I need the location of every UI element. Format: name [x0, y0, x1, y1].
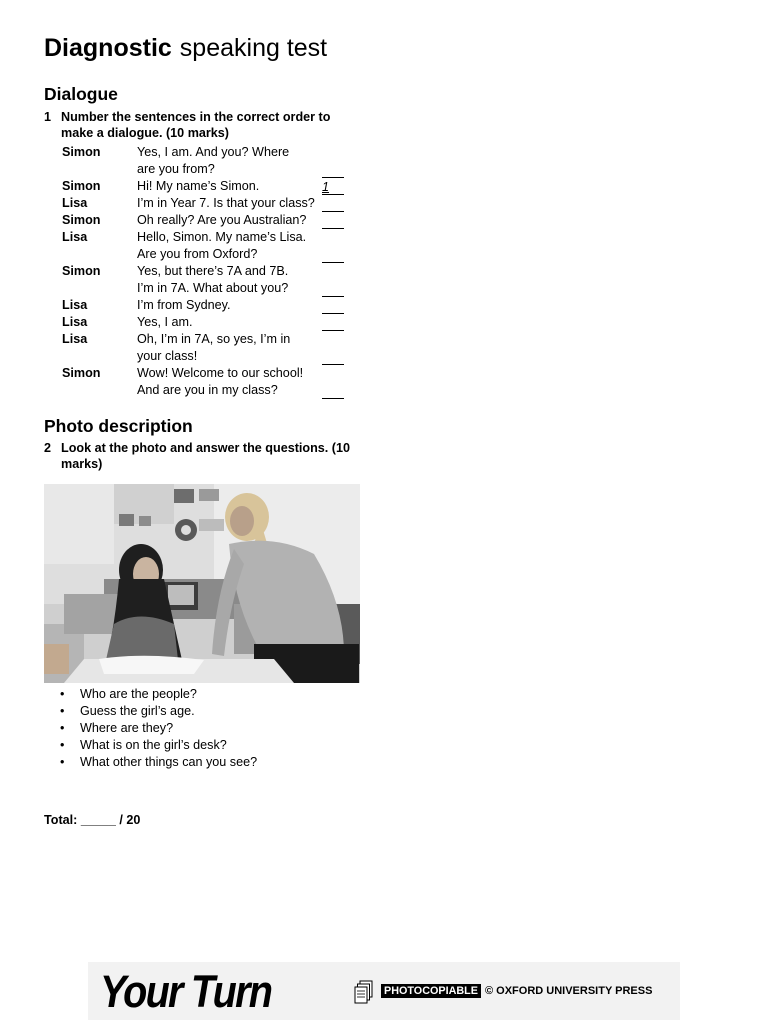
question-text: Guess the girl’s age. — [80, 704, 195, 718]
speaker-name: Simon — [62, 264, 101, 278]
dialogue-row — [62, 212, 352, 229]
dialogue-row — [62, 314, 352, 331]
question-text: What is on the girl’s desk? — [80, 738, 227, 752]
sentence-line: Hi! My name’s Simon. — [137, 179, 260, 193]
dialogue-row — [62, 263, 352, 297]
bullet-icon: • — [60, 755, 65, 769]
order-answer-blank[interactable] — [322, 196, 344, 212]
speaker-name: Lisa — [62, 332, 88, 346]
order-answer-blank[interactable] — [322, 349, 344, 365]
sentence-line: Oh really? Are you Australian? — [137, 213, 307, 227]
speaker-name: Simon — [62, 213, 101, 227]
dialogue-row — [62, 195, 352, 212]
sentence-line: Yes, but there’s 7A and 7B. — [137, 264, 289, 278]
dialogue-sentence — [137, 314, 323, 331]
bullet-icon: • — [60, 687, 65, 701]
question-number: 2 — [44, 441, 52, 455]
publisher-label: © OXFORD UNIVERSITY PRESS — [485, 985, 653, 997]
question-text: What other things can you see? — [80, 755, 258, 769]
sentence-line: your class! — [137, 349, 198, 363]
photo-description-heading: Photo description — [44, 416, 193, 436]
dialogue-sentence — [137, 263, 323, 297]
sentence-line: Yes, I am. — [137, 315, 193, 329]
order-answer-blank[interactable] — [322, 213, 344, 229]
dialogue-sentence — [137, 212, 323, 229]
dialogue-sentence — [137, 229, 323, 263]
page-title-bold: Diagnostic — [44, 34, 172, 62]
dialogue-sentence — [137, 195, 323, 212]
bullet-icon: • — [60, 704, 65, 718]
list-item — [60, 737, 257, 754]
list-item — [60, 686, 257, 703]
total-score: Total: _____ / 20 — [44, 813, 141, 827]
speaker-name: Lisa — [62, 230, 88, 244]
your-turn-logo: Your Turn — [100, 966, 272, 1017]
dialogue-sentence — [137, 144, 323, 178]
speaker-name: Lisa — [62, 196, 88, 210]
dialogue-sentence — [137, 365, 323, 399]
photocopy-icon — [354, 980, 374, 1004]
sentence-line: Wow! Welcome to our school! — [137, 366, 304, 380]
order-answer-blank[interactable] — [322, 298, 344, 314]
sentence-line: Are you from Oxford? — [137, 247, 258, 261]
page-title — [44, 34, 327, 63]
dialogue-sentence — [137, 178, 323, 195]
dialogue-sentence — [137, 297, 323, 314]
question-number: 1 — [44, 110, 52, 124]
dialogue-row — [62, 331, 352, 365]
sentence-line: are you from? — [137, 162, 215, 176]
speaker-name: Simon — [62, 179, 101, 193]
list-item — [60, 754, 257, 771]
order-answer-blank[interactable] — [322, 162, 344, 178]
question-text: Who are the people? — [80, 687, 197, 701]
classroom-photo-image — [44, 484, 360, 683]
dialogue-row — [62, 144, 352, 178]
footer — [88, 962, 680, 1020]
order-answer-value: 1 — [322, 180, 330, 194]
dialogue-row — [62, 178, 352, 195]
sentence-line: Hello, Simon. My name’s Lisa. — [137, 230, 307, 244]
dialogue-sentence — [137, 331, 323, 365]
list-item — [60, 703, 257, 720]
dialogue-list — [62, 144, 352, 399]
photocopiable-label: PHOTOCOPIABLE — [381, 984, 481, 998]
speaker-name: Simon — [62, 145, 101, 159]
order-answer-blank[interactable] — [322, 247, 344, 263]
question-list — [60, 686, 257, 771]
speaker-name: Simon — [62, 366, 101, 380]
dialogue-row — [62, 365, 352, 399]
sentence-line: And are you in my class? — [137, 383, 278, 397]
bullet-icon: • — [60, 738, 65, 752]
classroom-photo — [44, 484, 360, 683]
list-item — [60, 720, 257, 737]
sentence-line: I’m from Sydney. — [137, 298, 231, 312]
speaker-name: Lisa — [62, 298, 88, 312]
order-answer-blank[interactable] — [322, 179, 344, 195]
sentence-line: Yes, I am. And you? Where — [137, 145, 290, 159]
instruction-text: Look at the photo and answer the questions. (10 marks) — [61, 441, 350, 471]
speaker-name: Lisa — [62, 315, 88, 329]
dialogue-instruction — [44, 110, 354, 141]
sentence-line: I’m in Year 7. Is that your class? — [137, 196, 315, 210]
bullet-icon: • — [60, 721, 65, 735]
question-text: Where are they? — [80, 721, 174, 735]
instruction-text: Number the sentences in the correct order to make a dialogue. (10 marks) — [61, 110, 331, 140]
order-answer-blank[interactable] — [322, 315, 344, 331]
dialogue-row — [62, 297, 352, 314]
sentence-line: I’m in 7A. What about you? — [137, 281, 289, 295]
page-title-light: speaking test — [179, 34, 328, 62]
photo-instruction — [44, 441, 354, 472]
order-answer-blank[interactable] — [322, 383, 344, 399]
order-answer-blank[interactable] — [322, 281, 344, 297]
dialogue-heading: Dialogue — [44, 84, 118, 104]
sentence-line: Oh, I’m in 7A, so yes, I’m in — [137, 332, 291, 346]
dialogue-row — [62, 229, 352, 263]
